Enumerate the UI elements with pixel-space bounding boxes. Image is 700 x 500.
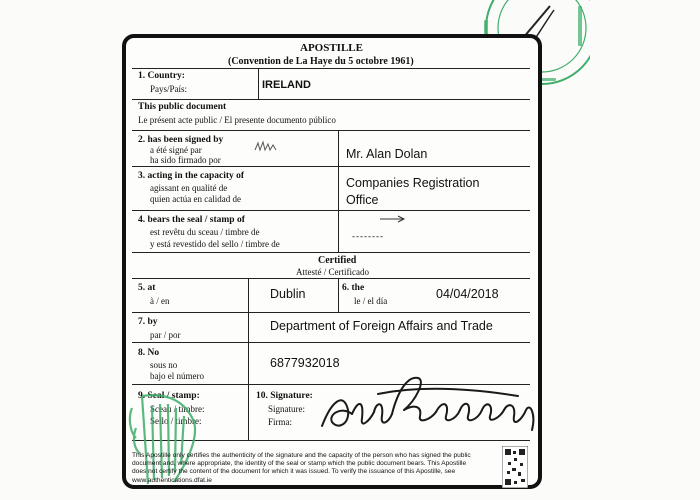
by-value: Department of Foreign Affairs and Trade	[270, 319, 493, 333]
signature-label-fr: Signature:	[268, 404, 305, 414]
signature-label-es: Firma:	[268, 417, 292, 427]
number-label-es: bajo el número	[150, 371, 204, 381]
capacity-label-es: quien actúa en calidad de	[150, 194, 241, 204]
capacity-label-fr: agissant en qualité de	[150, 183, 228, 193]
signature-label: 10. Signature:	[256, 391, 313, 401]
footer-line-3: does not certify the content of the document for which it was issued. To verify the issuance of this Apostille, see	[132, 468, 456, 476]
seal-label-fr: est revêtu du sceau / timbre de	[150, 227, 260, 237]
seal-label: 4. bears the seal / stamp of	[138, 215, 245, 225]
capacity-label: 3. acting in the capacity of	[138, 171, 245, 181]
signed-by-label: 2. has been signed by	[138, 135, 224, 145]
at-label: 5. at	[138, 283, 156, 293]
certified-subtitle: Attesté / Certificado	[296, 267, 369, 277]
number-label-fr: sous no	[150, 360, 178, 370]
public-document-translation: Le présent acte public / El presente documento público	[138, 115, 336, 125]
dash-mark	[378, 214, 408, 224]
seal-stamp-label-fr: Sceau / timbre:	[150, 404, 205, 414]
by-label: 7. by	[138, 317, 158, 327]
apostille-subtitle: (Convention de La Haye du 5 octobre 1961)	[228, 56, 414, 67]
scribble-mark	[254, 140, 278, 152]
certified-title: Certified	[318, 255, 357, 266]
seal-stamp-label-es: Sello / timbre:	[150, 416, 202, 426]
footer-line-2: document and, where appropriate, the identity of the seal or stamp which the public document bears. This Apostille	[132, 460, 467, 468]
footer-disclaimer	[132, 452, 532, 492]
at-value: Dublin	[270, 287, 306, 301]
at-label-translation: à / en	[150, 296, 170, 306]
date-value: 04/04/2018	[436, 287, 499, 301]
security-code-icon	[502, 446, 528, 488]
seal-label-es: y está revestido del sello / timbre de	[150, 239, 280, 249]
signed-by-label-es: ha sido firmado por	[150, 155, 221, 165]
public-document-label: This public document	[138, 102, 227, 112]
apostille-title: APOSTILLE	[300, 42, 363, 54]
seal-value: --------	[352, 231, 384, 241]
country-label: 1. Country:	[138, 71, 185, 81]
country-value: IRELAND	[262, 79, 311, 91]
footer-link[interactable]: www.authentications.dfat.ie	[132, 476, 212, 484]
signed-by-value: Mr. Alan Dolan	[346, 147, 428, 161]
number-label: 8. No	[138, 348, 160, 358]
handwritten-signature	[318, 370, 548, 440]
country-label-translation: Pays/País:	[150, 84, 188, 94]
date-label-translation: le / el día	[354, 296, 388, 306]
signed-by-label-fr: a été signé par	[150, 145, 202, 155]
by-label-translation: par / por	[150, 330, 181, 340]
capacity-value-line1: Companies Registration	[346, 176, 480, 190]
date-label: 6. the	[342, 283, 365, 293]
number-value: 6877932018	[270, 356, 340, 370]
seal-stamp-label: 9. Seal / stamp:	[138, 391, 200, 401]
footer-line-1: This Apostille only certifies the authenticity of the signature and the capacity of the person who has signed the public	[132, 452, 471, 459]
capacity-value-line2: Office	[346, 193, 379, 207]
